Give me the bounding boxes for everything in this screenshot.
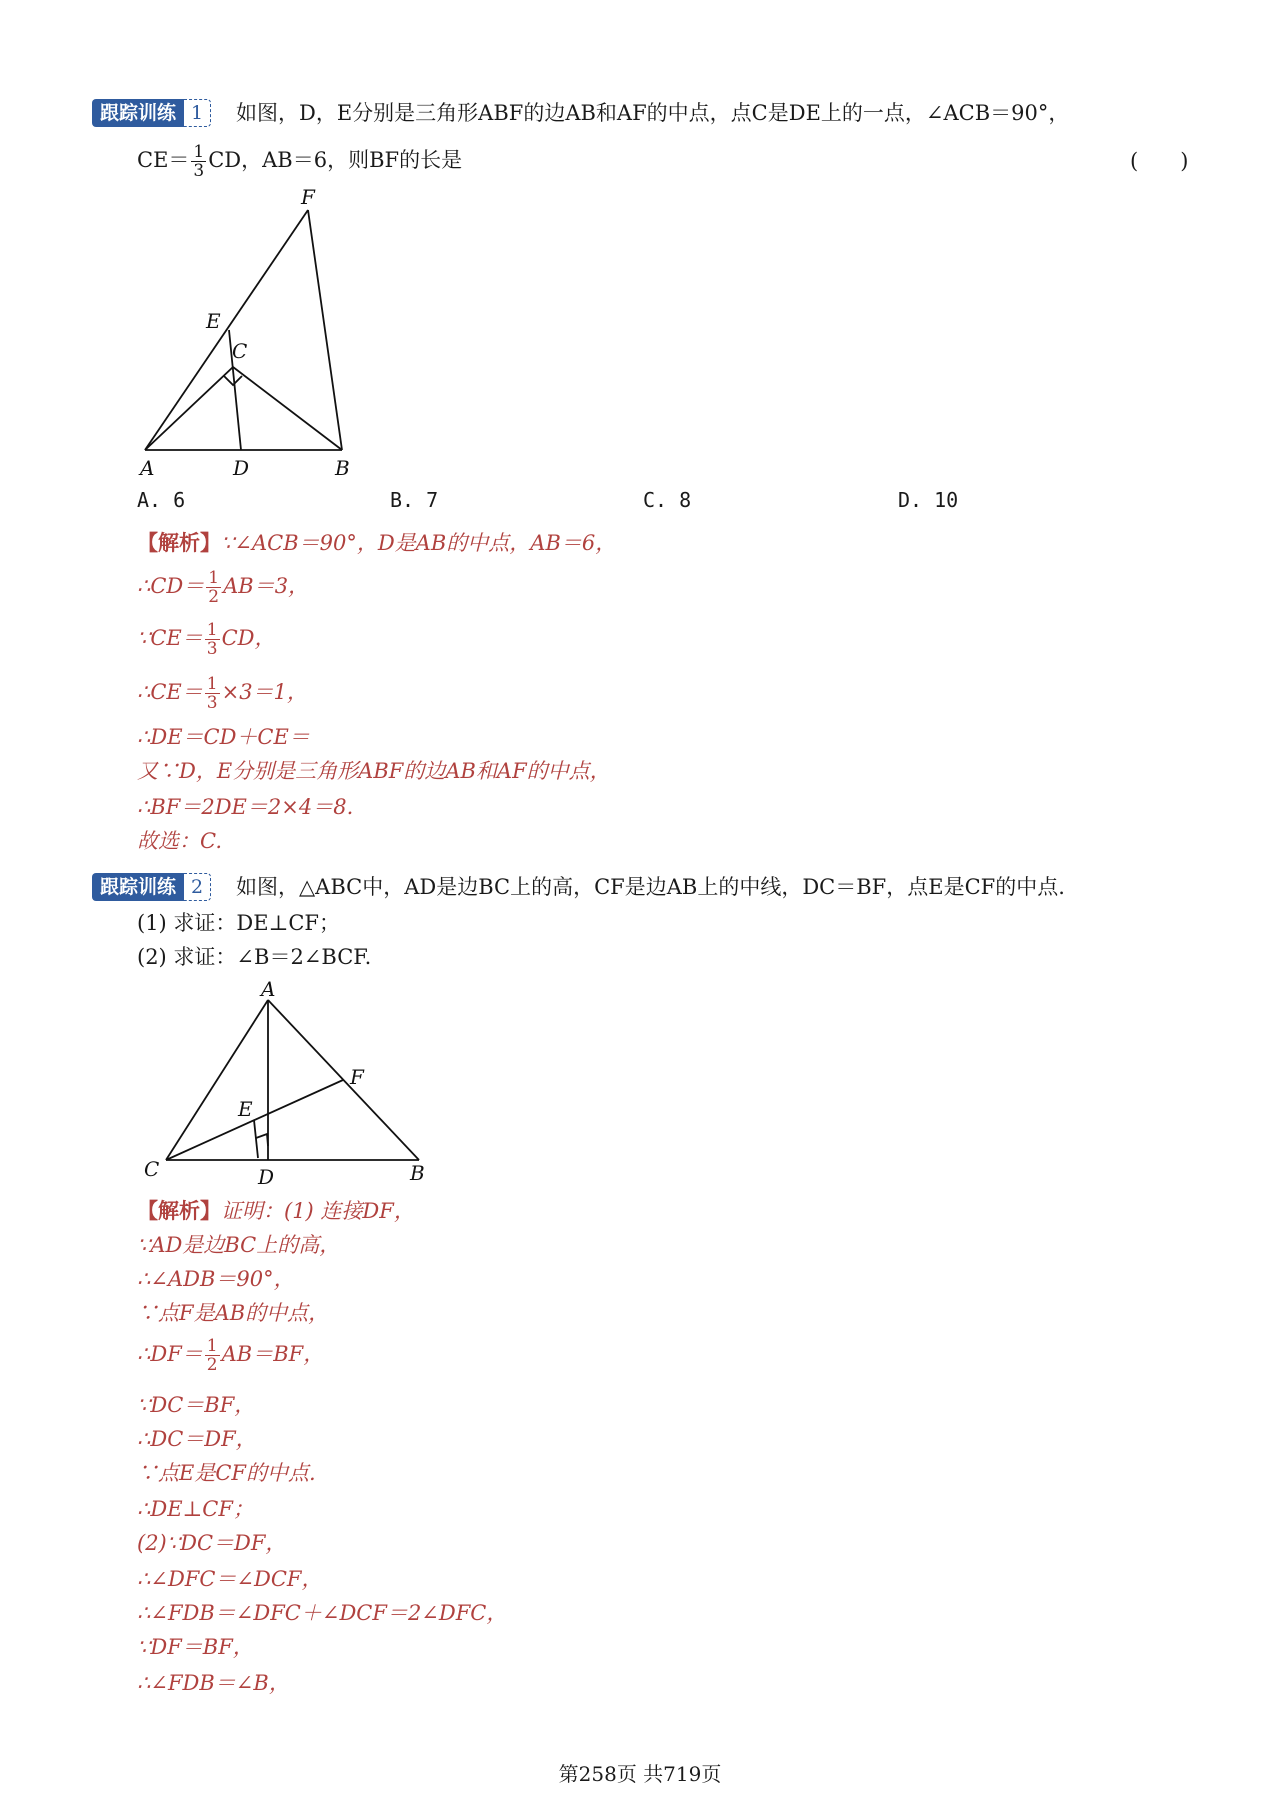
label-D: D (258, 1165, 275, 1188)
solution1-line3: ∵CE＝ $\frac{1}{3}$ CD， (137, 620, 276, 659)
label-E: E (238, 1097, 253, 1121)
label-C: C (144, 1157, 160, 1181)
solution2-line4: ∵点F是AB的中点， (137, 1301, 330, 1325)
solution2-line11: ∴∠DFC＝∠DCF， (137, 1567, 323, 1591)
problem1-statement-line2 (137, 140, 462, 180)
badge-label: 跟踪训练 (92, 99, 184, 127)
problem1-line2-a: CE＝ (137, 148, 190, 172)
solution1-line7: ∴BF＝2DE＝2×4＝8. (137, 795, 354, 819)
option-d: D. 10 (898, 488, 959, 512)
badge-number: 2 (184, 873, 211, 901)
label-F: F (301, 188, 315, 209)
solution2-line9: ∴DE⊥CF； (137, 1497, 254, 1521)
label-B: B (410, 1161, 425, 1185)
problem2-part2: (2) 求证：∠B＝2∠BCF. (137, 945, 372, 969)
solution2-line10: (2)∵DC＝DF， (137, 1531, 287, 1555)
solution1-line5: ∴DE＝CD＋CE＝ (137, 725, 310, 749)
solution1-line2: ∴CD＝ $\frac{1}{2}$ AB＝3， (137, 568, 310, 607)
solution1-line1: 【解析】∵∠ACB＝90°，D是AB的中点，AB＝6， (137, 530, 617, 555)
solution2-line12: ∴∠FDB＝∠DFC＋∠DCF＝2∠DFC， (137, 1601, 508, 1625)
problem1-badge (92, 98, 211, 128)
problem2-statement: 如图，△ABC中，AD是边BC上的高，CF是边AB上的中线，DC＝BF，点E是CF的中点. (236, 875, 1065, 899)
solution2-line5: ∴DF＝ $\frac{1}{2}$ AB＝BF， (137, 1336, 325, 1375)
solution2-line3: ∴∠ADB＝90°， (137, 1267, 295, 1291)
solution1-line4: ∴CE＝ $\frac{1}{3}$ ×3＝1， (137, 674, 308, 713)
label-F: F (350, 1065, 364, 1089)
solution2-line6: ∵DC＝BF， (137, 1393, 256, 1417)
solution2-line2: ∵AD是边BC上的高， (137, 1233, 341, 1257)
problem2-part1: (1) 求证：DE⊥CF； (137, 911, 340, 935)
problem1-figure (120, 188, 370, 478)
solution-tag: 【解析】 (137, 530, 221, 555)
solution2-line1: 【解析】证明：(1) 连接DF， (137, 1198, 415, 1223)
option-c: C. 8 (643, 488, 692, 512)
solution2-line13: ∵DF＝BF， (137, 1635, 254, 1659)
badge-label: 跟踪训练 (92, 873, 184, 901)
solution2-line8: ∵点E是CF的中点. (137, 1461, 316, 1485)
solution1-line6: 又∵D，E分别是三角形ABF的边AB和AF的中点， (137, 759, 611, 783)
badge-number: 1 (184, 99, 211, 127)
solution2-line7: ∴DC＝DF， (137, 1427, 257, 1451)
solution1-line8: 故选：C. (137, 829, 222, 853)
problem1-answer-bracket: ( ) (1130, 149, 1189, 173)
problem2-figure (130, 978, 440, 1188)
solution2-line14: ∴∠FDB＝∠B， (137, 1671, 290, 1695)
label-A: A (140, 456, 155, 478)
problem1-fraction: $\frac{1}{3}$ (193, 142, 205, 181)
label-C: C (232, 339, 248, 363)
problem1-statement-line1: 如图，D，E分别是三角形ABF的边AB和AF的中点，点C是DE上的一点，∠ACB＝90°， (236, 101, 1070, 125)
label-A: A (261, 978, 276, 1001)
problem1-line2-b: CD，AB＝6，则BF的长是 (208, 148, 463, 172)
label-E: E (206, 309, 221, 333)
option-b: B. 7 (390, 488, 439, 512)
problem2-badge (92, 872, 211, 902)
solution-tag: 【解析】 (137, 1198, 221, 1223)
option-a: A. 6 (137, 488, 186, 512)
label-D: D (233, 456, 250, 478)
label-B: B (335, 456, 350, 478)
page-footer: 第258页 共719页 (558, 1762, 722, 1786)
